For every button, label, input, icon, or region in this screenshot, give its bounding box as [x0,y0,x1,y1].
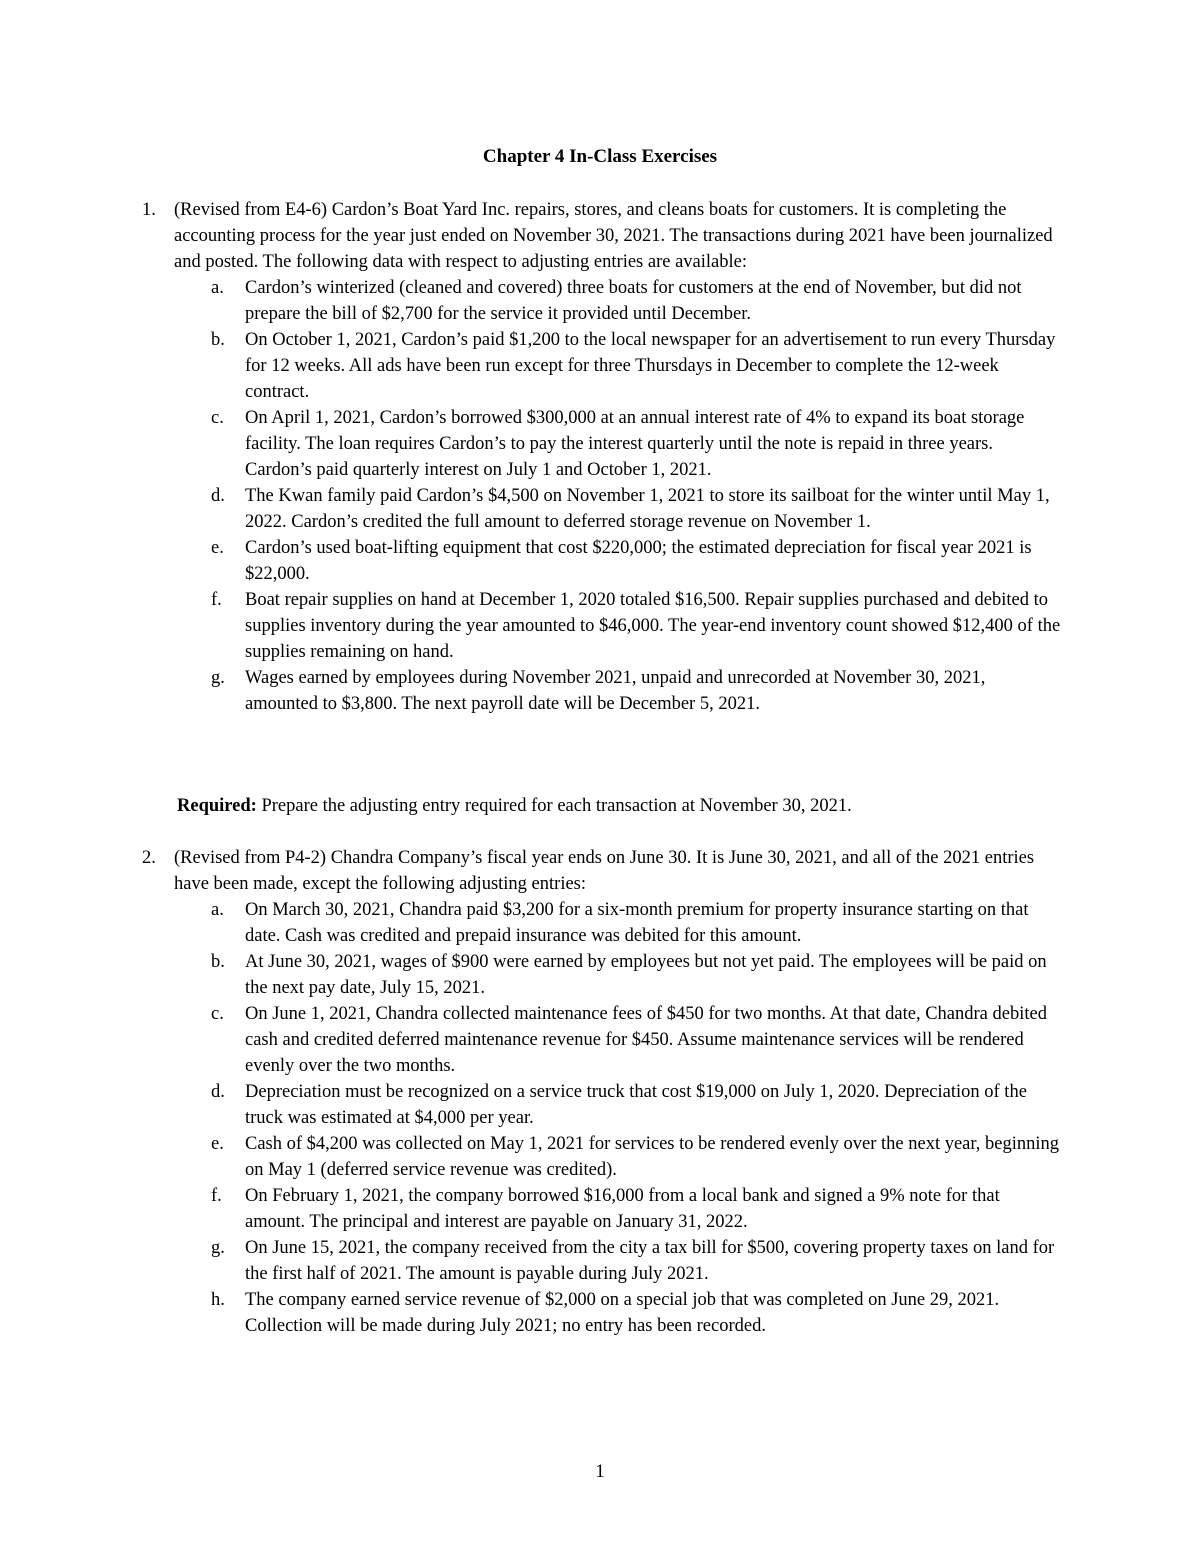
list-item [142,1183,1062,1235]
item-text: On March 30, 2021, Chandra paid $3,200 for a six-month premium for property insurance starting on that date. Cash was credited and prepaid insurance was debited for this amount. [245,900,1029,946]
item-letter: a. [211,900,224,920]
item-text: On February 1, 2021, the company borrowed $16,000 from a local bank and signed a 9% note for that amount. The principal and interest are payable on January 31, 2022. [245,1186,1000,1232]
item-text: The company earned service revenue of $2,000 on a special job that was completed on June 29, 2021. Collection will be made during July 2021; no entry has been recorded. [245,1290,1000,1336]
list-item [142,405,1062,483]
item-letter: f. [211,1186,222,1206]
list-item [142,1131,1062,1183]
required-text: Prepare the adjusting entry required for each transaction at November 30, 2021. [261,796,852,816]
item-letter: h. [211,1290,225,1310]
item-letter: g. [211,1238,225,1258]
item-text: Boat repair supplies on hand at December 1, 2020 totaled $16,500. Repair supplies purchased and debited to supplies inventory during the year amounted to $46,000. The year-end inventory count showed $12,400 of the supplies remaining on hand. [245,590,1061,662]
list-item [142,897,1062,949]
problem-number: 1. [142,200,156,220]
page-number: 1 [595,1461,605,1482]
transaction-list [142,897,1062,1339]
problem-intro [142,197,1062,275]
problem-intro [142,845,1062,897]
item-letter: c. [211,1004,224,1024]
list-item [142,587,1062,665]
item-text: The Kwan family paid Cardon’s $4,500 on November 1, 2021 to store its sailboat for the winter until May 1, 2022. Cardon’s credited the full amount to deferred storage revenue on November 1. [245,486,1050,532]
problem-2 [142,845,1062,1339]
item-text: On October 1, 2021, Cardon’s paid $1,200 to the local newspaper for an advertisement to run every Thursday for 12 weeks. All ads have been run except for three Thursdays in December to complete the 12-week contract. [245,330,1056,402]
transaction-list [142,275,1062,717]
item-letter: b. [211,330,225,350]
item-letter: c. [211,408,224,428]
problem-intro-text: (Revised from P4-2) Chandra Company’s fiscal year ends on June 30. It is June 30, 2021, and all of the 2021 entries have been made, except the following adjusting entries: [174,848,1035,894]
item-text: At June 30, 2021, wages of $900 were earned by employees but not yet paid. The employees will be paid on the next pay date, July 15, 2021. [245,952,1047,998]
item-text: Cardon’s winterized (cleaned and covered) three boats for customers at the end of November, but did not prepare the bill of $2,700 for the service it provided until December. [245,278,1022,324]
problem-intro-text: (Revised from E4-6) Cardon’s Boat Yard Inc. repairs, stores, and cleans boats for customers. It is completing the accounting process for the year just ended on November 30, 2021. The transactions during 2021 have been journalized and posted. The following data with respect to adjusting entries are available: [174,200,1053,272]
item-text: On June 1, 2021, Chandra collected maintenance fees of $450 for two months. At that date, Chandra debited cash and credited deferred maintenance revenue for $450. Assume maintenance services will be rendered evenly over the two months. [245,1004,1047,1076]
item-letter: f. [211,590,222,610]
item-letter: d. [211,486,225,506]
item-text: Depreciation must be recognized on a service truck that cost $19,000 on July 1, 2020. Depreciation of the truck was estimated at $4,000 per year. [245,1082,1027,1128]
list-item [142,1287,1062,1339]
list-item [142,275,1062,327]
list-item [142,483,1062,535]
page-title: Chapter 4 In-Class Exercises [482,146,718,167]
item-text: On April 1, 2021, Cardon’s borrowed $300,000 at an annual interest rate of 4% to expand its boat storage facility. The loan requires Cardon’s to pay the interest quarterly until the note is repaid in three years. Cardon’s paid quarterly interest on July 1 and October 1, 2021. [245,408,1025,480]
item-letter: d. [211,1082,225,1102]
list-item [142,535,1062,587]
list-item [142,327,1062,405]
list-item [142,665,1062,717]
list-item [142,1079,1062,1131]
problem-1 [142,197,1062,717]
list-item [142,1235,1062,1287]
required-label: Required: [177,796,257,816]
item-text: Wages earned by employees during November 2021, unpaid and unrecorded at November 30, 2021, amounted to $3,800. The next payroll date will be December 5, 2021. [245,668,986,714]
item-text: Cash of $4,200 was collected on May 1, 2021 for services to be rendered evenly over the next year, beginning on May 1 (deferred service revenue was credited). [245,1134,1060,1180]
list-item [142,949,1062,1001]
item-letter: b. [211,952,225,972]
item-letter: g. [211,668,225,688]
required-statement [177,793,1057,819]
item-letter: a. [211,278,224,298]
item-text: On June 15, 2021, the company received from the city a tax bill for $500, covering property taxes on land for the first half of 2021. The amount is payable during July 2021. [245,1238,1055,1284]
item-letter: e. [211,538,224,558]
list-item [142,1001,1062,1079]
item-text: Cardon’s used boat-lifting equipment that cost $220,000; the estimated depreciation for fiscal year 2021 is $22,000. [245,538,1032,584]
item-letter: e. [211,1134,224,1154]
problem-number: 2. [142,848,156,868]
